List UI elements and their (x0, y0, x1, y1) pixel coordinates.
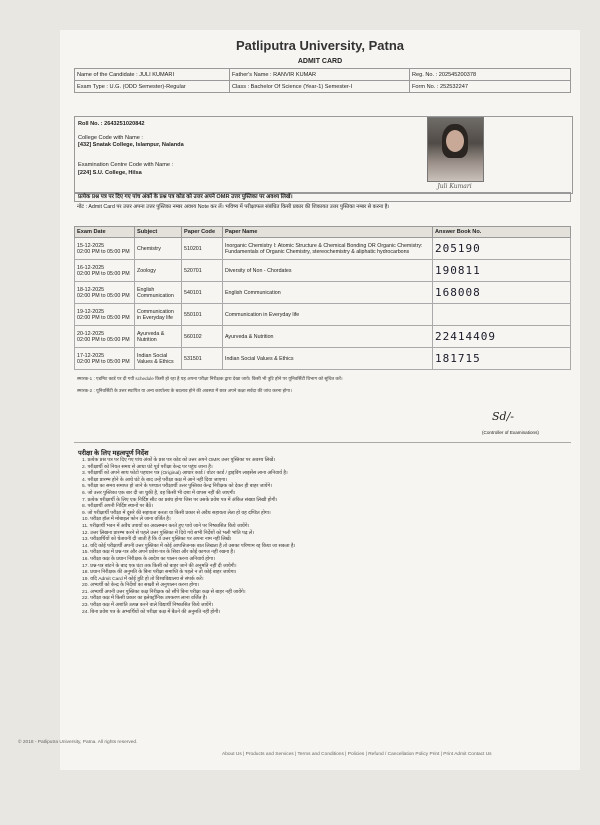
candidate-photo (427, 117, 484, 182)
centre-name: [224] S.U. College, Hilsa (78, 170, 142, 176)
exam-row (75, 348, 571, 370)
remark-1: स्मारक-1 : एडमिट कार्ड पर दी गयी schedule किसी हो रहा है यह अपना परीक्षा निरीक्षक द्वारा देखा जाये। किसी भी त्रुटि होने पर यूनिवर्सिटी विभाग को सूचित करें। (77, 376, 343, 381)
instruction-item: 6. जो उत्तर पुस्तिका एक बार दी जा चुकी है, वह किसी भी दशा में वापस नहीं की जाएगी। (82, 490, 236, 496)
instruction-item: 24. बिना प्रवेश पत्र के अभ्यर्थियों को परीक्षा कक्ष में बैठने की अनुमति नहीं होगी। (82, 609, 221, 615)
exam-schedule-table (74, 226, 571, 370)
paper-name: Diversity of Non - Chordates (223, 260, 433, 282)
instruction-item: 12. उत्तर लिखना प्रारम्भ करने से पहले उत्तर पुस्तिका में दिये गये सभी निर्देशों को भली भांति पढ़ लें। (82, 530, 255, 536)
paper-code: 560102 (182, 326, 223, 348)
instruction-item: 10. परीक्षा हॉल में मोबाइल फोन ले जाना वर्जित है। (82, 517, 171, 523)
answer-book-no (433, 304, 571, 326)
header-paper-name: Paper Name (223, 227, 433, 238)
instruction-item: 9. जो परीक्षार्थी परीक्षा में दूसरे की सहायता करता या किसी प्रकार से अवैध सहायता लेता हो वह दण्डित होगा। (82, 510, 271, 516)
paper-code: 531501 (182, 348, 223, 370)
instruction-item: 21. अभ्यर्थी अपनी उत्तर पुस्तिका कक्ष निरीक्षक को सौंपे बिना परीक्षा कक्ष से बाहर नहीं जायेंगे। (82, 589, 246, 595)
answer-book-no: 205190 (433, 238, 571, 260)
answer-book-no: 22414409 (433, 326, 571, 348)
paper-name: Indian Social Values & Ethics (223, 348, 433, 370)
exam-date (75, 348, 135, 370)
instruction-item: 16. परीक्षा कक्ष के प्रधान निरीक्षक के आदेश का पालन करना अनिवार्य होगा। (82, 556, 216, 562)
roll-no: Roll No. : 2643251020842 (78, 121, 145, 127)
controller-signature: Sd/- (492, 410, 514, 423)
exam-date-value: 18-12-2025 (77, 286, 105, 293)
instruction-item: 4. परीक्षा प्रारम्भ होने के आधे घंटे के बाद उन्हें परीक्षा कक्ष में आने नहीं दिया जाएगा। (82, 477, 228, 483)
answer-book-no: 168008 (433, 282, 571, 304)
header-subject: Subject (135, 227, 182, 238)
controller-label: (Controller of Examinations) (482, 430, 539, 435)
instruction-item: 13. परीक्षार्थियों को चेतावनी दी जाती है कि वे उत्तर पुस्तिका पर अपना नाम नहीं लिखें। (82, 537, 232, 543)
instruction-item: 8. परीक्षार्थी अपनी निर्दिष्ट स्थानों पर बैठें। (82, 504, 154, 510)
exam-row (75, 238, 571, 260)
candidate-info-table (74, 68, 571, 93)
exam-date-value: 16-12-2025 (77, 264, 105, 271)
paper-code: 510201 (182, 238, 223, 260)
exam-date-value: 17-12-2025 (77, 352, 105, 359)
instruction-item: 11. परीक्षार्थी भवन में अवैध उपायों का अवलम्बन करते हुए पाये जाने पर निष्कासित किये जायेंगे। (82, 523, 250, 529)
instruction-item: 7. प्रत्येक परीक्षार्थी के लिए एक निर्दिष्ट सीट का प्रबंध होगा जिस पर उसके प्रवेश पत्र में अंकित संख्या लिखी होगी। (82, 497, 278, 503)
paper-name: Communication in Everyday life (223, 304, 433, 326)
paper-name: English Communication (223, 282, 433, 304)
university-title: Patliputra University, Patna (235, 38, 405, 53)
college-info-box (74, 116, 573, 194)
instruction-item: 22. परीक्षा कक्ष में किसी प्रकार का इलेक्ट्रॉनिक उपकरण लाना वर्जित है। (82, 596, 208, 602)
exam-type: Exam Type : U.G. (ODD Semester)-Regular (75, 81, 230, 93)
exam-row (75, 260, 571, 282)
card-title: ADMIT CARD (297, 58, 343, 65)
exam-time-value: 02:00 PM to 05:00 PM (77, 248, 130, 255)
instruction-item: 14. यदि कोई परीक्षार्थी अपनी उत्तर पुस्तिका में कोई आपत्तिजनक बात लिखता है तो उसका परिणाम रद्द किया जा सकता है। (82, 543, 296, 549)
exam-date-value: 15-12-2025 (77, 242, 105, 249)
exam-date-value: 20-12-2025 (77, 330, 105, 337)
exam-row (75, 304, 571, 326)
father-name: Father's Name : RANVIR KUMAR (230, 69, 410, 81)
admit-card-sheet (60, 30, 580, 770)
class: Class : Bachelor Of Science (Year-1) Semester-I (230, 81, 410, 93)
subject: Indian Social Values & Ethics (135, 348, 182, 370)
exam-time-value: 02:00 PM to 05:00 PM (77, 314, 130, 321)
exam-date (75, 304, 135, 326)
subject: Chemistry (135, 238, 182, 260)
exam-date (75, 238, 135, 260)
exam-time-value: 02:00 PM to 05:00 PM (77, 336, 130, 343)
candidate-signature: Juli Kumari (437, 183, 472, 190)
omr-instruction: प्रत्येक प्रश्न पत्र पर दिए गए पांच अंकों के प्रश्न पत्र कोड को उत्तर अपने OMR उत्तर पुस्तिका पर अवश्य लिखें। (74, 192, 571, 202)
exam-time-value: 02:00 PM to 05:00 PM (77, 270, 130, 277)
exam-row (75, 282, 571, 304)
instruction-item: 18. प्रधान निरीक्षक की अनुमति के बिना परीक्षा समाप्ति के पहले न तो कोई बाहर जायेगा। (82, 570, 237, 576)
instruction-item: 15. परीक्षा कक्ष में प्रश्न-पत्र और अपने प्रवेश-पत्र के सिवा और कोई कागज नहीं रखना है। (82, 550, 235, 556)
instruction-item: 17. प्रश्न-पत्र बांटने के बाद एक घंटा तक किसी को बाहर जाने की अनुमति नहीं दी जायेगी। (82, 563, 237, 569)
subject: English Communication (135, 282, 182, 304)
instruction-item: 5. परीक्षा का समय समाप्त हो जाने के पश्चात परीक्षार्थी उत्तर पुस्तिका केन्द्र निरीक्षक को देकर ही बाहर जायेंगे। (82, 484, 273, 490)
exam-date-value: 19-12-2025 (77, 308, 105, 315)
instruction-item: 20. अभ्यर्थी को केन्द्र के निर्देशों का सख्ती से अनुपालन करना होगा। (82, 583, 199, 589)
candidate-name: Name of the Candidate : JULI KUMARI (75, 69, 230, 81)
divider (74, 442, 571, 443)
instruction-item: 2. परीक्षार्थी को नियत समय से आधा घंटे पूर्व परीक्षा केन्द्र पर पहुंच जाना है। (82, 464, 213, 470)
answer-book-no: 181715 (433, 348, 571, 370)
college-name: [432] Snatak College, Islampur, Nalanda (78, 142, 184, 148)
subject: Communication in Everyday life (135, 304, 182, 326)
header-exam-date: Exam Date (75, 227, 135, 238)
paper-name: Inorganic Chemistry I: Atomic Structure & Chemical Bonding OR Organic Chemistry: Fundamentals of Organic Chemistry, stereochemistry & aliphatic hydrocarbons (223, 238, 433, 260)
exam-time-value: 02:00 PM to 05:00 PM (77, 358, 130, 365)
header-paper-code: Paper Code (182, 227, 223, 238)
instructions-list (82, 458, 562, 616)
paper-code: 520701 (182, 260, 223, 282)
exam-date (75, 326, 135, 348)
instruction-item: 1. प्रत्येक प्रश्न पत्र पर दिए गए पांच अंकों के प्रश्न पत्र कोड को उत्तर अपने OMR उत्तर पुस्तिका पर अवश्य लिखें। (82, 458, 276, 463)
exam-date (75, 260, 135, 282)
answer-book-no: 190811 (433, 260, 571, 282)
exam-date (75, 282, 135, 304)
college-label: College Code with Name : (78, 135, 143, 141)
subject: Zoology (135, 260, 182, 282)
footer-links[interactable]: About Us | Products and Services | Terms and Conditions | Policies | Refund / Cancellation Policy Print | Print Admit Contact Us (222, 752, 492, 757)
remark-2: स्मारक-2 : यूनिवर्सिटी के उत्तर स्थापित या अन्य कार्यालय के बदलाव होने की अवस्था में छात्र अपने कक्षा सर्वदा की जांच करना होगा। (77, 388, 292, 393)
reg-no: Reg. No. : 202545200378 (410, 69, 571, 81)
centre-label: Examination Centre Code with Name : (78, 162, 174, 168)
exam-row (75, 326, 571, 348)
instruction-item: 23. परीक्षा कक्ष में अशांति उत्पन्न करने वाले विद्यार्थी निष्कासित किये जायेंगे। (82, 603, 214, 609)
paper-name: Ayurveda & Nutrition (223, 326, 433, 348)
answer-book-note: नोट : Admit Card पर उत्तर अपना उत्तर पुस्तिका नम्बर अवश्य Note कर लें। भविष्य में परीक्षाफल संबंधित किसी प्रकार की शिकायत उत्तर पुस्तिका नम्बर से करना है। (77, 204, 390, 210)
paper-code: 550101 (182, 304, 223, 326)
form-no: Form No. : 252532247 (410, 81, 571, 93)
exam-time-value: 02:00 PM to 05:00 PM (77, 292, 130, 299)
paper-code: 540101 (182, 282, 223, 304)
instruction-item: 19. यदि Admit Card में कोई त्रुटि हो तो विश्वविद्यालय से संपर्क करें। (82, 576, 204, 582)
copyright: © 2018 - Patliputra University, Patna. All rights reserved. (18, 740, 138, 745)
subject: Ayurveda & Nutrition (135, 326, 182, 348)
header-answer-book: Answer Book No. (433, 227, 571, 238)
instruction-item: 3. परीक्षार्थी को अपने साथ फोटो पहचान पत्र (Original) आधार कार्ड / वोटर कार्ड / ड्राइविंग लाइसेंस लाना अनिवार्य है। (82, 471, 288, 477)
instructions-title: परीक्षा के लिए महत्वपूर्ण निर्देश (78, 450, 149, 457)
